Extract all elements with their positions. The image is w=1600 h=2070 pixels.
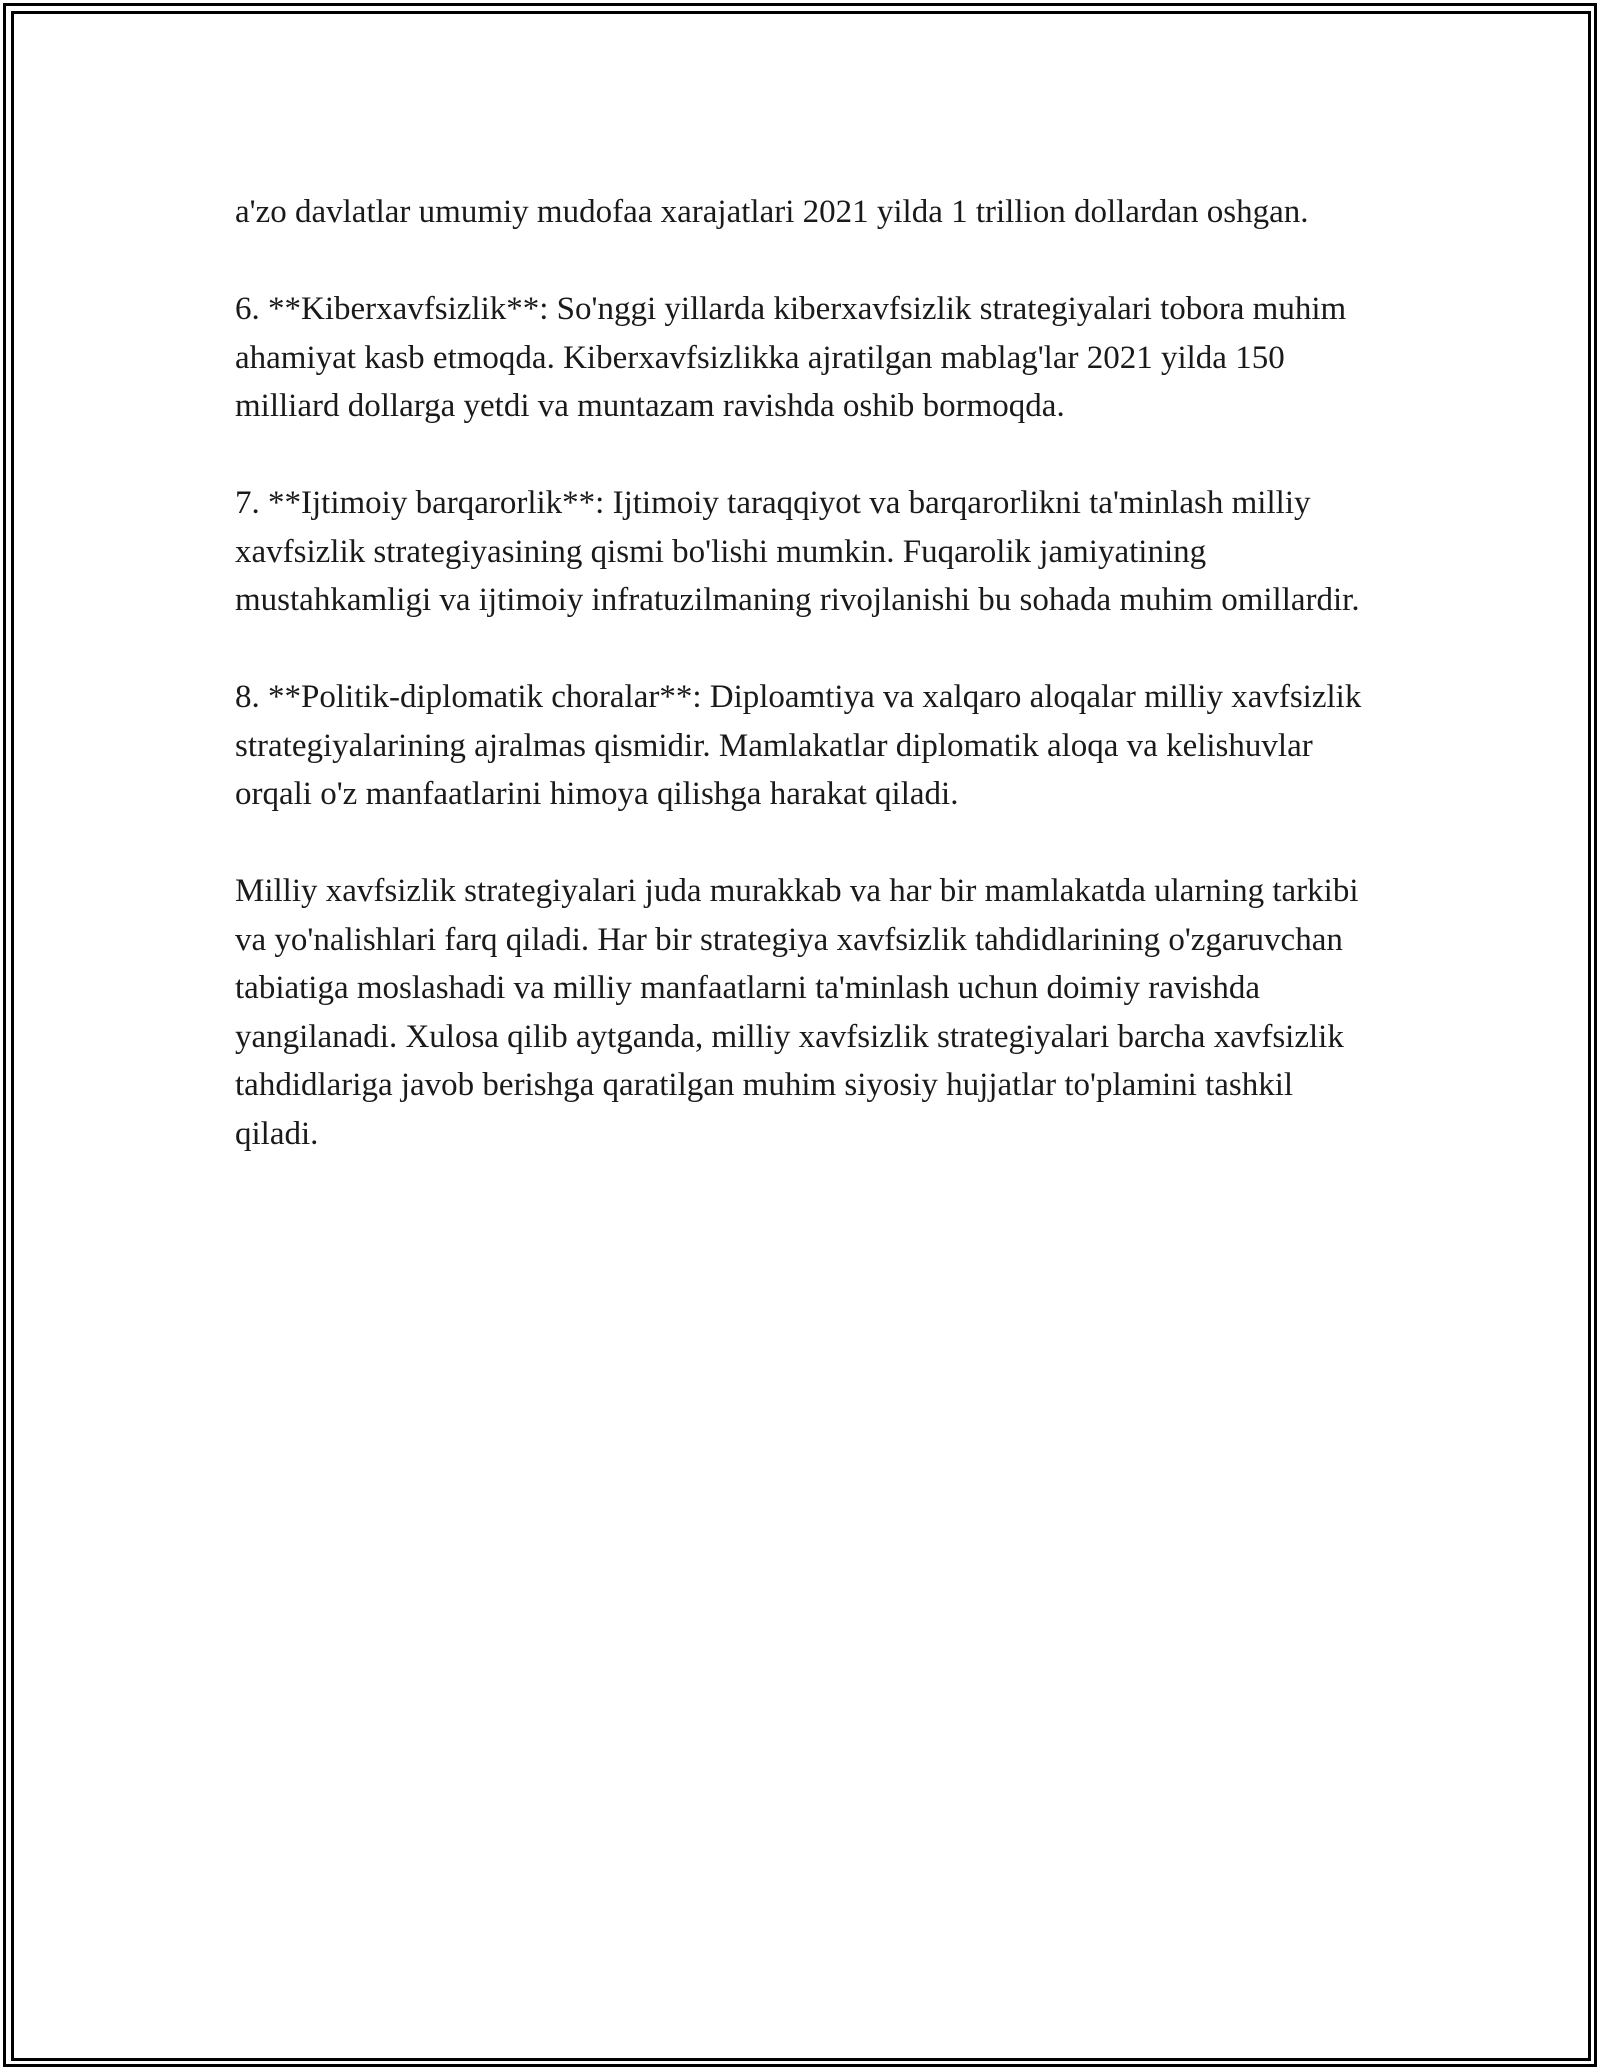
paragraph-cybersecurity: 6. **Kiberxavfsizlik**: So'nggi yillarda kiberxavfsizlik strategiyalari tobora muhim ahamiyat kasb etmoqda. Kiberxavfsizlikka ajratilgan mablag'lar 2021 yilda 150 milliard dollarga yetdi va muntazam ravishda oshib bormoqda. bbox=[235, 291, 1347, 424]
paragraph-political-diplomatic: 8. **Politik-diplomatik choralar**: Diploamtiya va xalqaro aloqalar milliy xavfsizlik strategiyalarining ajralmas qismidir. Mamlakatlar diplomatik aloqa va kelishuvlar orqali o'z manfaatlarini himoya qilishga harakat qiladi. bbox=[235, 679, 1362, 812]
paragraph-social-stability: 7. **Ijtimoiy barqarorlik**: Ijtimoiy taraqqiyot va barqarorlikni ta'minlash milliy xavfsizlik strategiyasining qismi bo'lishi mumkin. Fuqarolik jamiyatining mustahkamligi va ijtimoiy infratuzilmaning rivojlanishi bu sohada muhim omillardir. bbox=[235, 485, 1360, 618]
paragraph-defense-spending: a'zo davlatlar umumiy mudofaa xarajatlari 2021 yilda 1 trillion dollardan oshgan. bbox=[235, 194, 1309, 230]
document-body bbox=[235, 188, 1365, 1207]
paragraph-conclusion: Milliy xavfsizlik strategiyalari juda murakkab va har bir mamlakatda ularning tarkibi va yo'nalishlari farq qiladi. Har bir strategiya xavfsizlik tahdidlarining o'zgaruvchan tabiatiga moslashadi va milliy manfaatlarni ta'minlash uchun doimiy ravishda yangilanadi. Xulosa qilib aytganda, milliy xavfsizlik strategiyalari barcha xavfsizlik tahdidlariga javob berishga qaratilgan muhim siyosiy hujjatlar to'plamini tashkil qiladi. bbox=[235, 873, 1359, 1152]
